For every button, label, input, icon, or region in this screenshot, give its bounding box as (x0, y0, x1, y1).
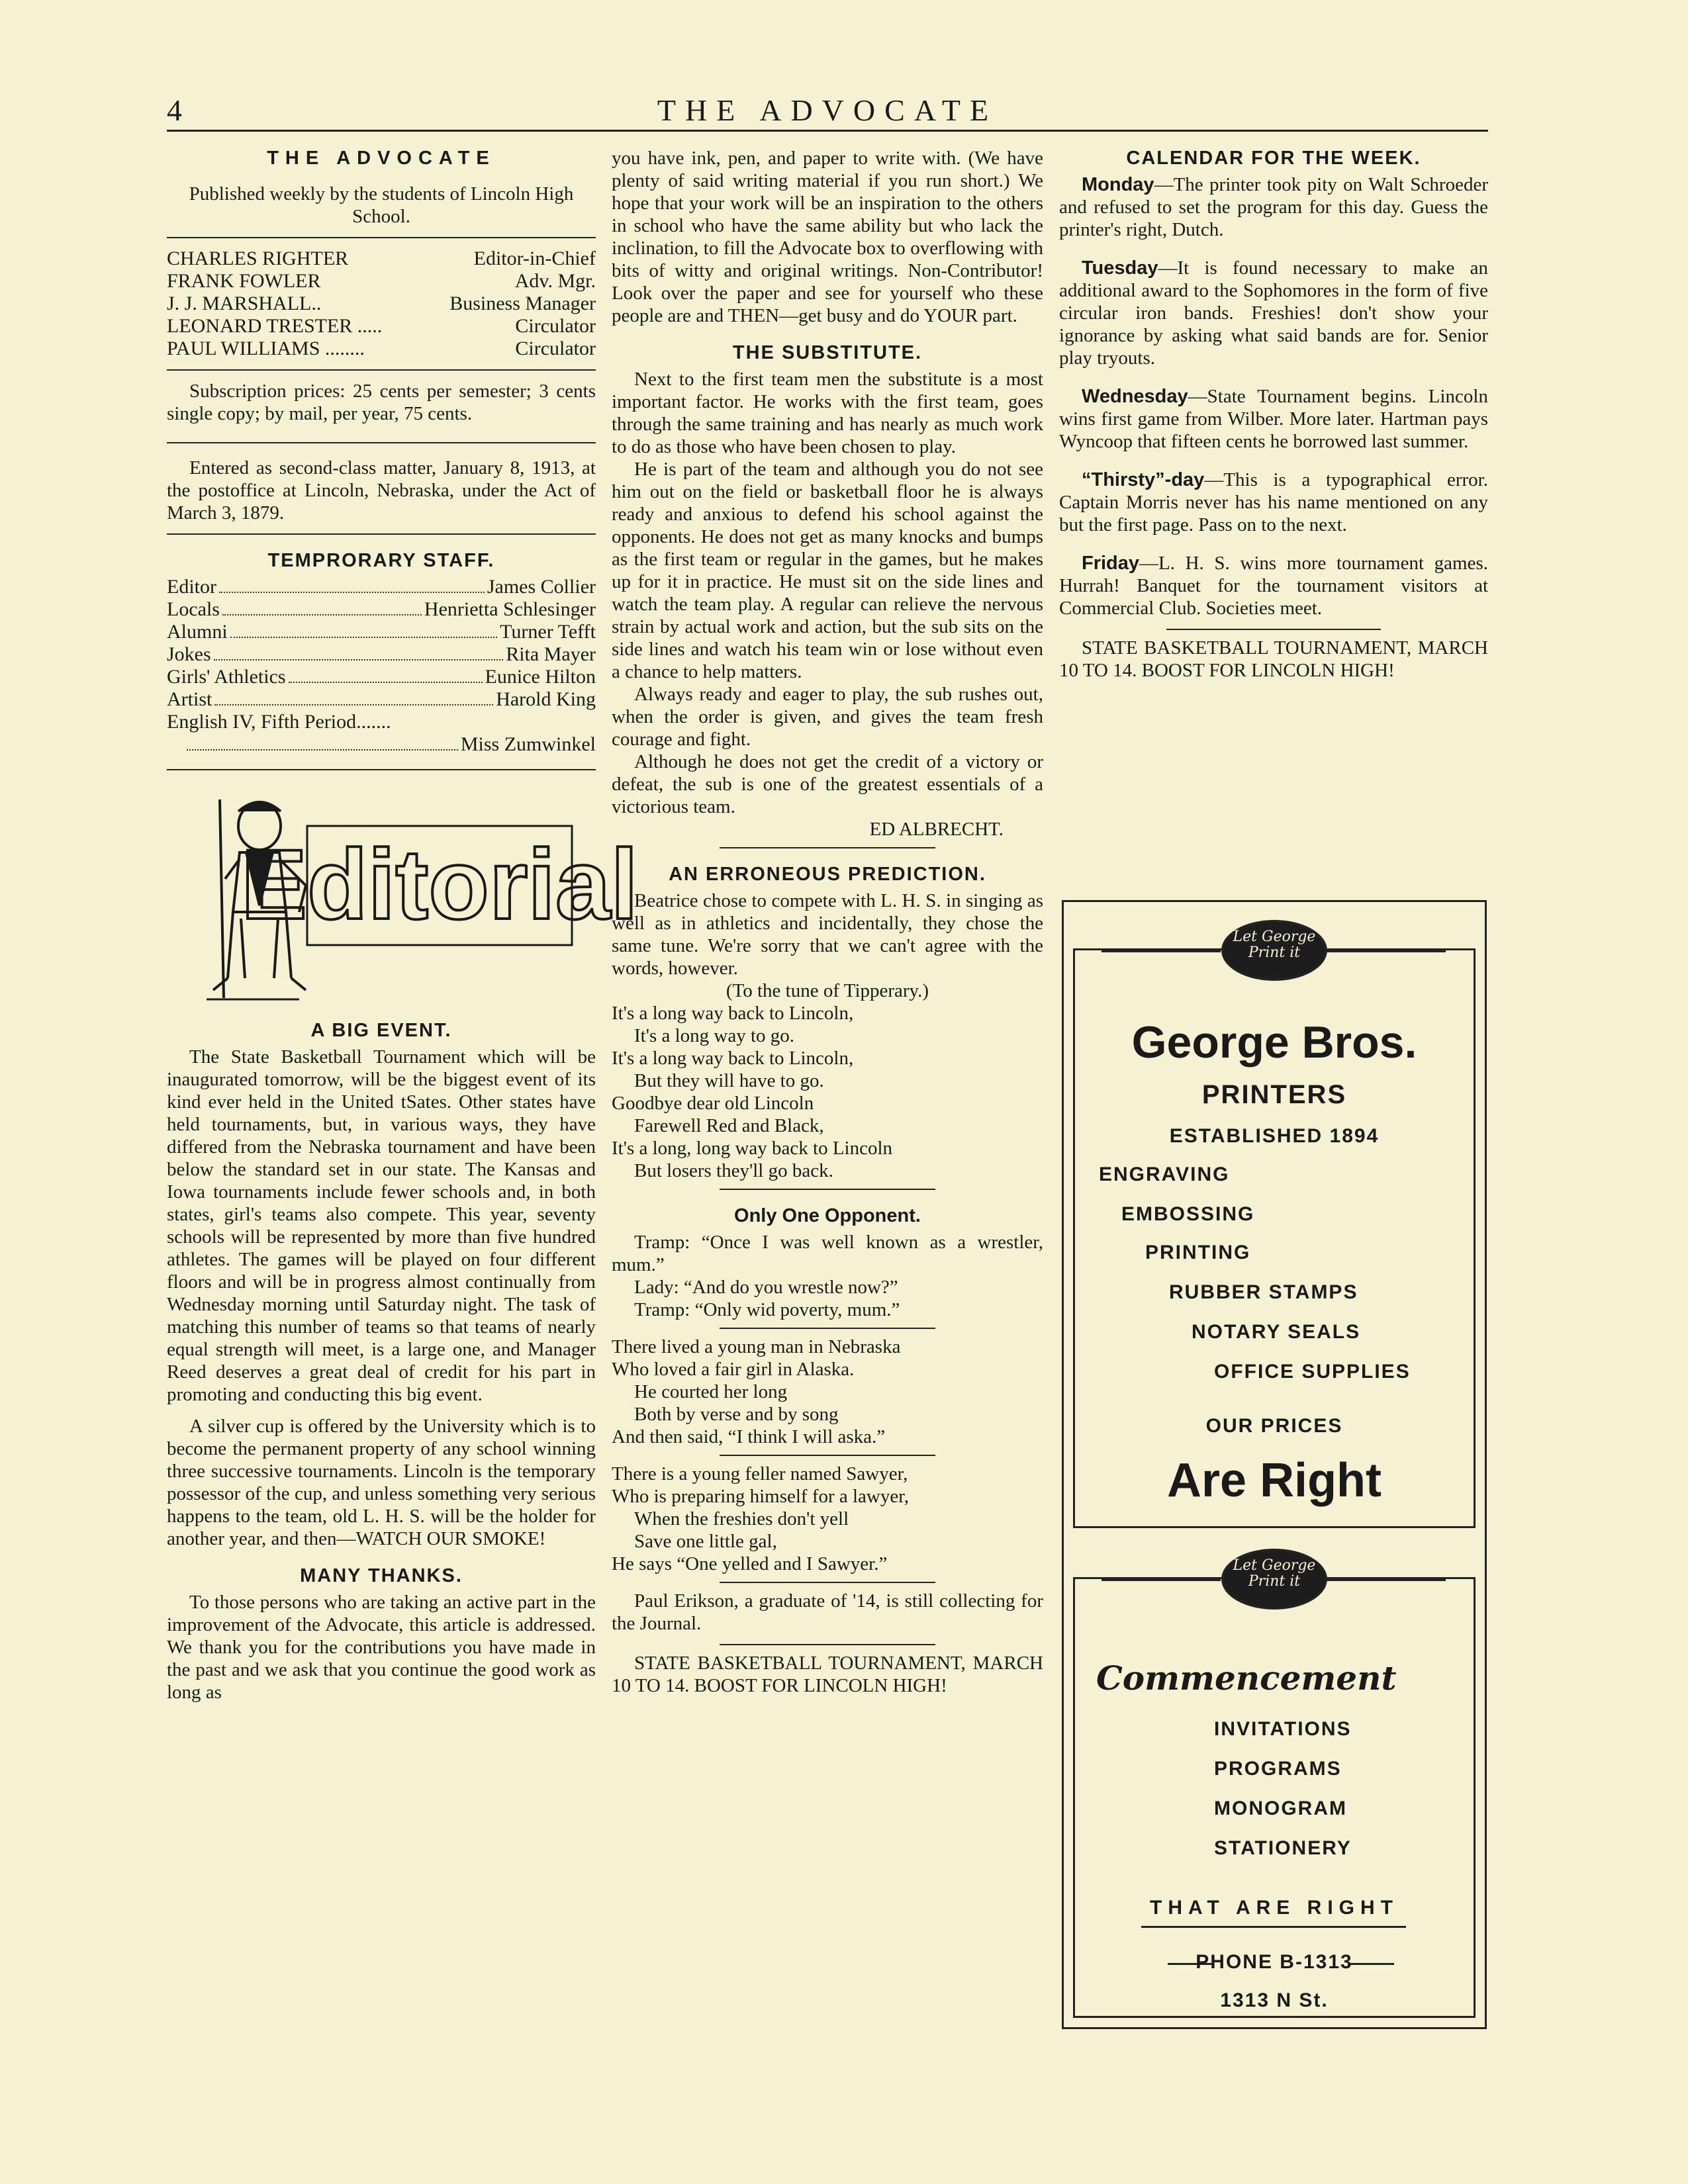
column-3 (1059, 147, 1488, 691)
staff-role: Editor-in-Chief (473, 248, 596, 269)
divider (167, 769, 596, 770)
staff-role: Circulator (515, 315, 596, 337)
calendar-entry: Monday—The printer took pity on Walt Schroeder and refused to set the program for this day. Guess the printer's right, Dutch. (1059, 174, 1488, 240)
commencement-label: Commencement (1096, 1659, 1397, 1698)
staff-name: CHARLES RIGHTER (167, 248, 349, 269)
poem-line: Both by verse and by song (634, 1404, 839, 1425)
tune-note: (To the tune of Tipperary.) (726, 980, 929, 1001)
divider (1166, 629, 1381, 630)
calendar-entry: “Thirsty”-day—This is a typographical error. Captain Morris never has his name mentioned on any but the first page. Pass on to the next. (1059, 469, 1488, 535)
temp-staff-row (167, 576, 596, 598)
company-name: George Bros. (1131, 1017, 1417, 1068)
opponent-line: Tramp: “Only wid poverty, mum.” (634, 1299, 900, 1320)
divider (720, 1582, 935, 1583)
song-line: It's a long, long way back to Lincoln (612, 1138, 893, 1159)
staff-row (167, 315, 596, 338)
calendar-entry: Wednesday—State Tournament begins. Lincoln wins first game from Wilber. More later. Hartman pays Wyncoop that fifteen cents he borrowed last summer. (1059, 386, 1488, 452)
temp-staff-title: TEMPRORARY STAFF. (267, 550, 495, 571)
temp-staff-name: Turner Tefft (500, 621, 596, 643)
song-line: But losers they'll go back. (634, 1160, 833, 1181)
temp-staff-role: Artist (167, 688, 212, 710)
poem-line: Save one little gal, (634, 1531, 777, 1552)
divider (720, 1189, 935, 1190)
staff-list (167, 248, 596, 360)
tournament-notice: STATE BASKETBALL TOURNAMENT, MARCH 10 TO 14. BOOST FOR LINCOLN HIGH! (612, 1653, 1043, 1696)
temp-staff-name: Henrietta Schlesinger (424, 598, 596, 620)
substitute-paragraph: Next to the first team men the substitute is a most important factor. He works with the first team, goes through the same training and has nearly as much work to do as those who have been chosen to play. (612, 369, 1043, 457)
calendar-day: Wednesday (1082, 386, 1188, 407)
entered-note: Entered as second-class matter, January 8, 1913, at the postoffice at Lincoln, Nebraska, under the Act of March 3, 1879. (167, 457, 596, 523)
temp-staff-row (167, 598, 596, 621)
poem-line: There is a young feller named Sawyer, (612, 1463, 908, 1484)
opponent-line: Lady: “And do you wrestle now?” (634, 1277, 898, 1298)
staff-name: LEONARD TRESTER ..... (167, 315, 383, 337)
staff-row (167, 338, 596, 360)
temp-staff-role: Jokes (167, 643, 211, 665)
poem-line: He says “One yelled and I Sawyer.” (612, 1553, 888, 1574)
limerick (612, 1463, 1043, 1575)
established-label: ESTABLISHED 1894 (1169, 1125, 1380, 1147)
editorial-illustration (167, 780, 639, 1005)
calendar-day: Monday (1082, 174, 1154, 195)
calendar-title: CALENDAR FOR THE WEEK. (1126, 148, 1421, 169)
that-are-right-label: THAT ARE RIGHT (1150, 1897, 1399, 1919)
staff-row (167, 293, 596, 315)
staff-row (167, 270, 596, 293)
service-item: ENGRAVING (1099, 1163, 1230, 1185)
temp-staff-row (167, 621, 596, 643)
song-line: But they will have to go. (634, 1070, 824, 1091)
song-lyrics (612, 1002, 1043, 1182)
commencement-item: PROGRAMS (1214, 1758, 1342, 1780)
temp-staff-role: Alumni (167, 621, 228, 643)
calendar-entry: Tuesday—It is found necessary to make an additional award to the Sophomores in the form of five circular iron bands. Freshies! don't show your ignorance by asking what said bands are for. Senior play tryouts. (1059, 257, 1488, 369)
masthead: THE ADVOCATE (657, 93, 998, 127)
editorial-word: Editorial (240, 829, 639, 940)
temp-staff-role: Locals (167, 598, 220, 620)
temp-staff-role: Girls' Athletics (167, 666, 286, 688)
opponent-line: Tramp: “Once I was well known as a wrestler, mum.” (612, 1232, 1043, 1275)
staff-name: J. J. MARSHALL.. (167, 293, 322, 314)
service-item: OFFICE SUPPLIES (1214, 1361, 1411, 1383)
service-item: EMBOSSING (1121, 1203, 1255, 1225)
temp-staff-name: Rita Mayer (506, 643, 596, 665)
commencement-box (1073, 1557, 1476, 2018)
service-item: NOTARY SEALS (1192, 1321, 1361, 1343)
poem-line: He courted her long (634, 1381, 788, 1402)
printers-box (1073, 929, 1476, 1528)
divider (167, 442, 596, 443)
calendar-entry: Friday—L. H. S. wins more tournament games. Hurrah! Banquet for the tournament visitors at Commercial Club. Societies meet. (1059, 553, 1488, 619)
column-2 (612, 147, 1043, 1706)
staff-name: FRANK FOWLER (167, 270, 321, 292)
prediction-title: AN ERRONEOUS PREDICTION. (669, 864, 986, 885)
published-note: Published weekly by the students of Lincoln High School. (189, 183, 574, 227)
poem-line: Who is preparing himself for a lawyer, (612, 1486, 909, 1507)
phone-label: PHONE B-1313 (1196, 1951, 1353, 1973)
song-line: Farewell Red and Black, (634, 1115, 824, 1136)
substitute-author: ED ALBRECHT. (869, 819, 1004, 840)
thanks-paragraph: To those persons who are taking an active part in the improvement of the Advocate, this article is addressed. We thank you for the contributions you have made in the past and we ask that you continue the good work as long as (167, 1592, 596, 1703)
big-event-paragraph: The State Basketball Tournament which will be inaugurated tomorrow, will be the biggest event of its kind ever held in the United tSates. Other states have held tournaments, but, in various ways, they have differed from the Nebraska tournament and have been below the standard set in our state. The Kansas and Iowa tournaments include fewer schools and, in both states, girl's teams also compete. This year, seventy schools will be represented by more than five hundred athletes. The games will be played on four different floors and will be in progress almost continually from Wednesday morning until Saturday night. The task of matching this number of teams so that teams of nearly equal strength will meet, is a large one, and Manager Reed deserves a great deal of credit for his part in promoting and conducting this big event. (167, 1046, 596, 1405)
song-line: It's a long way to go. (634, 1025, 795, 1046)
george-bros-advertisement (1062, 900, 1487, 2029)
subscription-note: Subscription prices: 25 cents per semester; 3 cents single copy; by mail, per year, 75 cents. (167, 381, 596, 424)
temp-staff-row (167, 666, 596, 688)
big-event-title: A BIG EVENT. (310, 1020, 452, 1041)
calendar-text: L. H. S. wins more tournament games. Hurrah! Banquet for the tournament visitors at Commercial Club. Societies meet. (1059, 553, 1488, 619)
song-line: Goodbye dear old Lincoln (612, 1093, 814, 1114)
address-label: 1313 N St. (1220, 1989, 1329, 2011)
erikson-note: Paul Erikson, a graduate of '14, is still collecting for the Journal. (612, 1590, 1043, 1634)
continued-paragraph: you have ink, pen, and paper to write with. (We have plenty of said writing material if you run short.) We hope that your work will be an inspiration to the others in school who have the same ability but who lack the inclination, to fill the Advocate box to overflowing with bits of witty and original writings. Non-Contributor! Look over the paper and see for yourself who these people are and THEN—get busy and do YOUR part. (612, 148, 1043, 326)
service-item: RUBBER STAMPS (1169, 1281, 1358, 1303)
commencement-item: MONOGRAM (1214, 1797, 1347, 1819)
poem-line: Who loved a fair girl in Alaska. (612, 1359, 855, 1380)
staff-role: Adv. Mgr. (514, 270, 596, 292)
advocate-title: THE ADVOCATE (267, 148, 496, 169)
limerick (612, 1336, 1043, 1448)
service-item: PRINTING (1145, 1242, 1251, 1263)
calendar-text: It is found necessary to make an additional award to the Sophomores in the form of five circular iron bands. Freshies! don't show your ignorance by asking what said bands are for. Senior play tryouts. (1059, 257, 1488, 369)
divider (720, 847, 935, 848)
calendar-text: State Tournament begins. Lincoln wins first game from Wilber. More later. Hartman pays Wyncoop that fifteen cents he borrowed last summer. (1059, 386, 1488, 452)
header-rule (167, 130, 1488, 132)
temp-staff-list (167, 576, 596, 756)
divider (720, 1328, 935, 1329)
thanks-title: MANY THANKS. (300, 1565, 463, 1586)
song-line: It's a long way back to Lincoln, (612, 1048, 854, 1069)
staff-row (167, 248, 596, 270)
divider (720, 1644, 935, 1645)
temp-staff-name: James Collier (487, 576, 596, 598)
english-teacher-row (167, 733, 596, 756)
calendar-text: The printer took pity on Walt Schroeder and refused to set the program for this day. Guess the printer's right, Dutch. (1059, 174, 1488, 240)
substitute-paragraph: He is part of the team and although you do not see him out on the field or basketball floor he is always ready and anxious to defend his school against the opponents. He does not get as many knocks and bumps as the first team or regular in the games, but he makes up for it in practice. He must sit on the side lines and watch the team play. A regular can relieve the nervous strain by actual work and action, but the sub sits on the side lines and watch his team win or lose without even a chance to help matters. (612, 459, 1043, 682)
printers-label: PRINTERS (1201, 1080, 1347, 1109)
temp-staff-name: Eunice Hilton (485, 666, 596, 688)
substitute-paragraph: Although he does not get the credit of a victory or defeat, the sub is one of the greatest essentials of a victorious team. (612, 751, 1043, 817)
opponent-title: Only One Opponent. (734, 1205, 921, 1226)
are-right-label: Are Right (1167, 1454, 1382, 1507)
divider (167, 533, 596, 535)
temp-staff-name: Harold King (496, 688, 596, 710)
staff-role: Circulator (515, 338, 596, 359)
page-header (167, 93, 1488, 130)
editorial-banner (167, 780, 639, 1005)
column-1 (167, 147, 639, 1713)
our-prices-label: OUR PRICES (1205, 1415, 1343, 1437)
song-line: It's a long way back to Lincoln, (612, 1003, 854, 1024)
staff-role: Business Manager (449, 293, 596, 314)
commencement-item: INVITATIONS (1214, 1718, 1352, 1740)
calendar-day: “Thirsty”-day (1082, 469, 1205, 490)
poem-line: There lived a young man in Nebraska (612, 1336, 901, 1357)
english-line: English IV, Fifth Period....... (167, 711, 391, 733)
temp-staff-row (167, 688, 596, 711)
tournament-notice: STATE BASKETBALL TOURNAMENT, MARCH 10 TO 14. BOOST FOR LINCOLN HIGH! (1059, 637, 1488, 681)
divider (167, 237, 596, 238)
poem-line: And then said, “I think I will aska.” (612, 1426, 886, 1447)
staff-name: PAUL WILLIAMS ........ (167, 338, 365, 359)
seal-logo-icon: Let George Print it (1221, 1549, 1327, 1610)
calendar-day: Tuesday (1082, 257, 1158, 279)
divider (167, 369, 596, 371)
big-event-paragraph: A silver cup is offered by the University which is to become the permanent property of any school winning three successive tournaments. Lincoln is the temporary possessor of the cup, and unless something very serious happens to the team, old L. H. S. will be the holder for another year, and then—WATCH OUR SMOKE! (167, 1416, 596, 1549)
temp-staff-role: Editor (167, 576, 216, 598)
page-number: 4 (167, 93, 182, 127)
substitute-title: THE SUBSTITUTE. (732, 342, 923, 363)
english-teacher: Miss Zumwinkel (460, 733, 596, 755)
calendar-day: Friday (1082, 553, 1140, 574)
poem-line: When the freshies don't yell (634, 1508, 849, 1529)
divider (720, 1455, 935, 1456)
substitute-paragraph: Always ready and eager to play, the sub rushes out, when the order is given, and gives the team fresh courage and fight. (612, 684, 1043, 750)
seal-logo-icon: Let George Print it (1221, 920, 1327, 981)
prediction-paragraph: Beatrice chose to compete with L. H. S. in singing as well as in athletics and incidentally, they chose the same tune. We're sorry that we can't agree with the words, however. (612, 890, 1043, 979)
calendar-text: This is a typographical error. Captain Morris never has his name mentioned on any but the first page. Pass on to the next. (1059, 469, 1488, 535)
temp-staff-row (167, 643, 596, 666)
commencement-item: STATIONERY (1214, 1837, 1352, 1859)
